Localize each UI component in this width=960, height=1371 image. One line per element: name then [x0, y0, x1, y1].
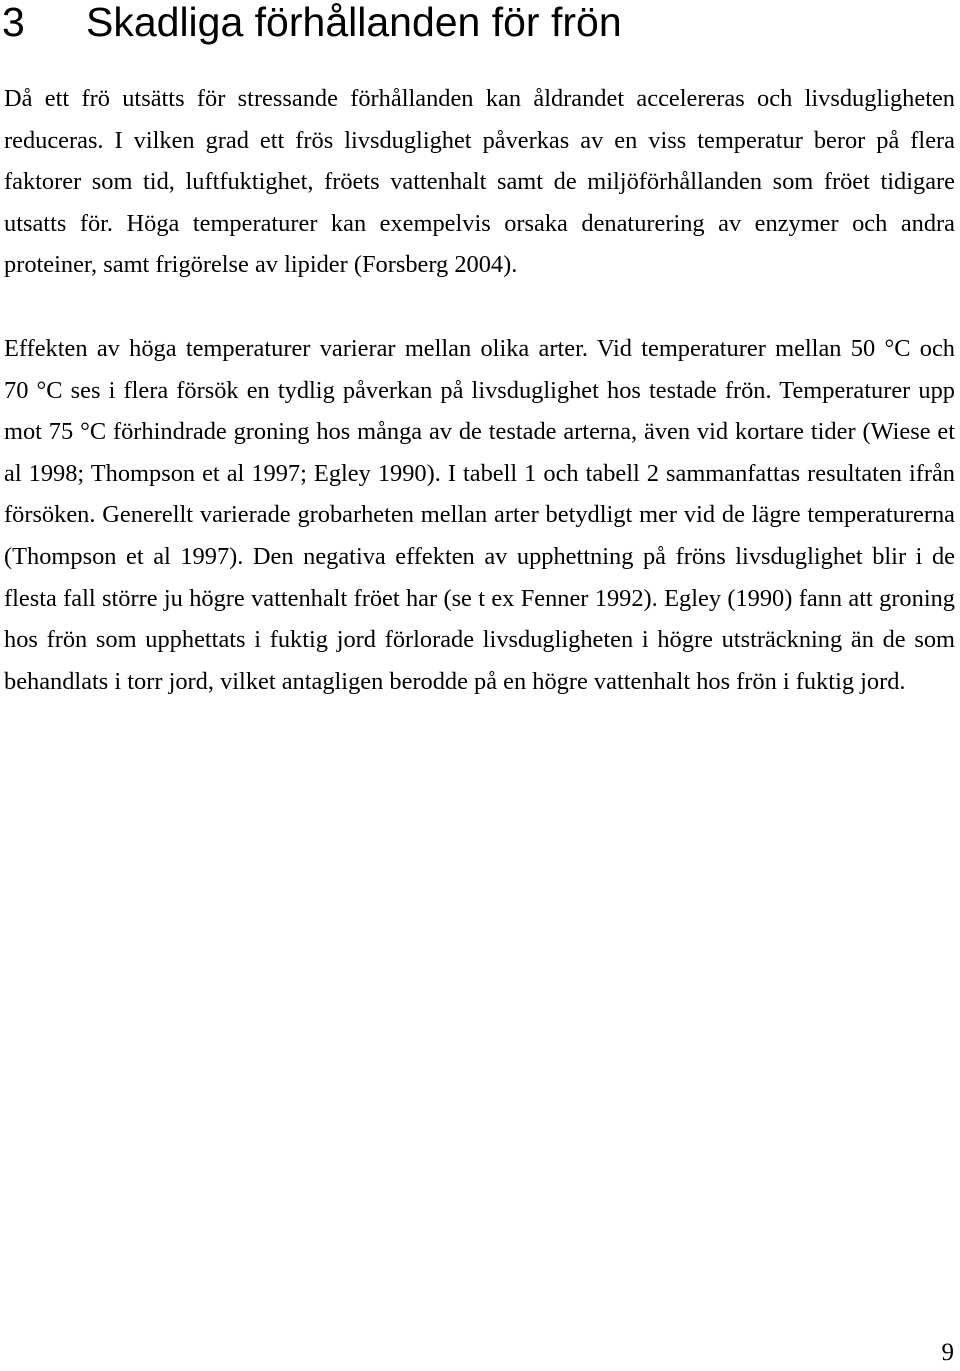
- page-number: 9: [941, 1339, 954, 1366]
- section-title: Skadliga förhållanden för frön: [86, 0, 622, 45]
- body-paragraph: Effekten av höga temperaturer varierar mellan olika arter. Vid temperaturer mellan 50 °C och 70 °C ses i flera försök en tydlig påverkan på livsduglighet hos testade frön. Temperaturer upp mot 75 °C förhindrade groning hos många av de testade arterna, även vid kortare tider (Wiese et al 1998; Thompson et al 1997; Egley 1990). I tabell 1 och tabell 2 sammanfattas resultaten ifrån försöken. Generellt varierade grobarheten mellan arter betydligt mer vid de lägre temperaturerna (Thompson et al 1997). Den negativa effekten av upphettning på fröns livsduglighet blir i de flesta fall större ju högre vattenhalt fröet har (se t ex Fenner 1992). Egley (1990) fann att groning hos frön som upphettats i fuktig jord förlorade livsdugligheten i högre utsträckning än de som behandlats i torr jord, vilket antagligen berodde på en högre vattenhalt hos frön i fuktig jord.: [4, 335, 955, 695]
- section-heading: [2, 0, 622, 48]
- section-number: 3: [2, 0, 25, 45]
- body-paragraph: Då ett frö utsätts för stressande förhållanden kan åldrandet accelereras och livsdugligheten reduceras. I vilken grad ett frös livsduglighet påverkas av en viss temperatur beror på flera faktorer som tid, luftfuktighet, fröets vattenhalt samt de miljöförhållanden som fröet tidigare utsatts för. Höga temperaturer kan exempelvis orsaka denaturering av enzymer och andra proteiner, samt frigörelse av lipider (Forsberg 2004).: [4, 85, 955, 279]
